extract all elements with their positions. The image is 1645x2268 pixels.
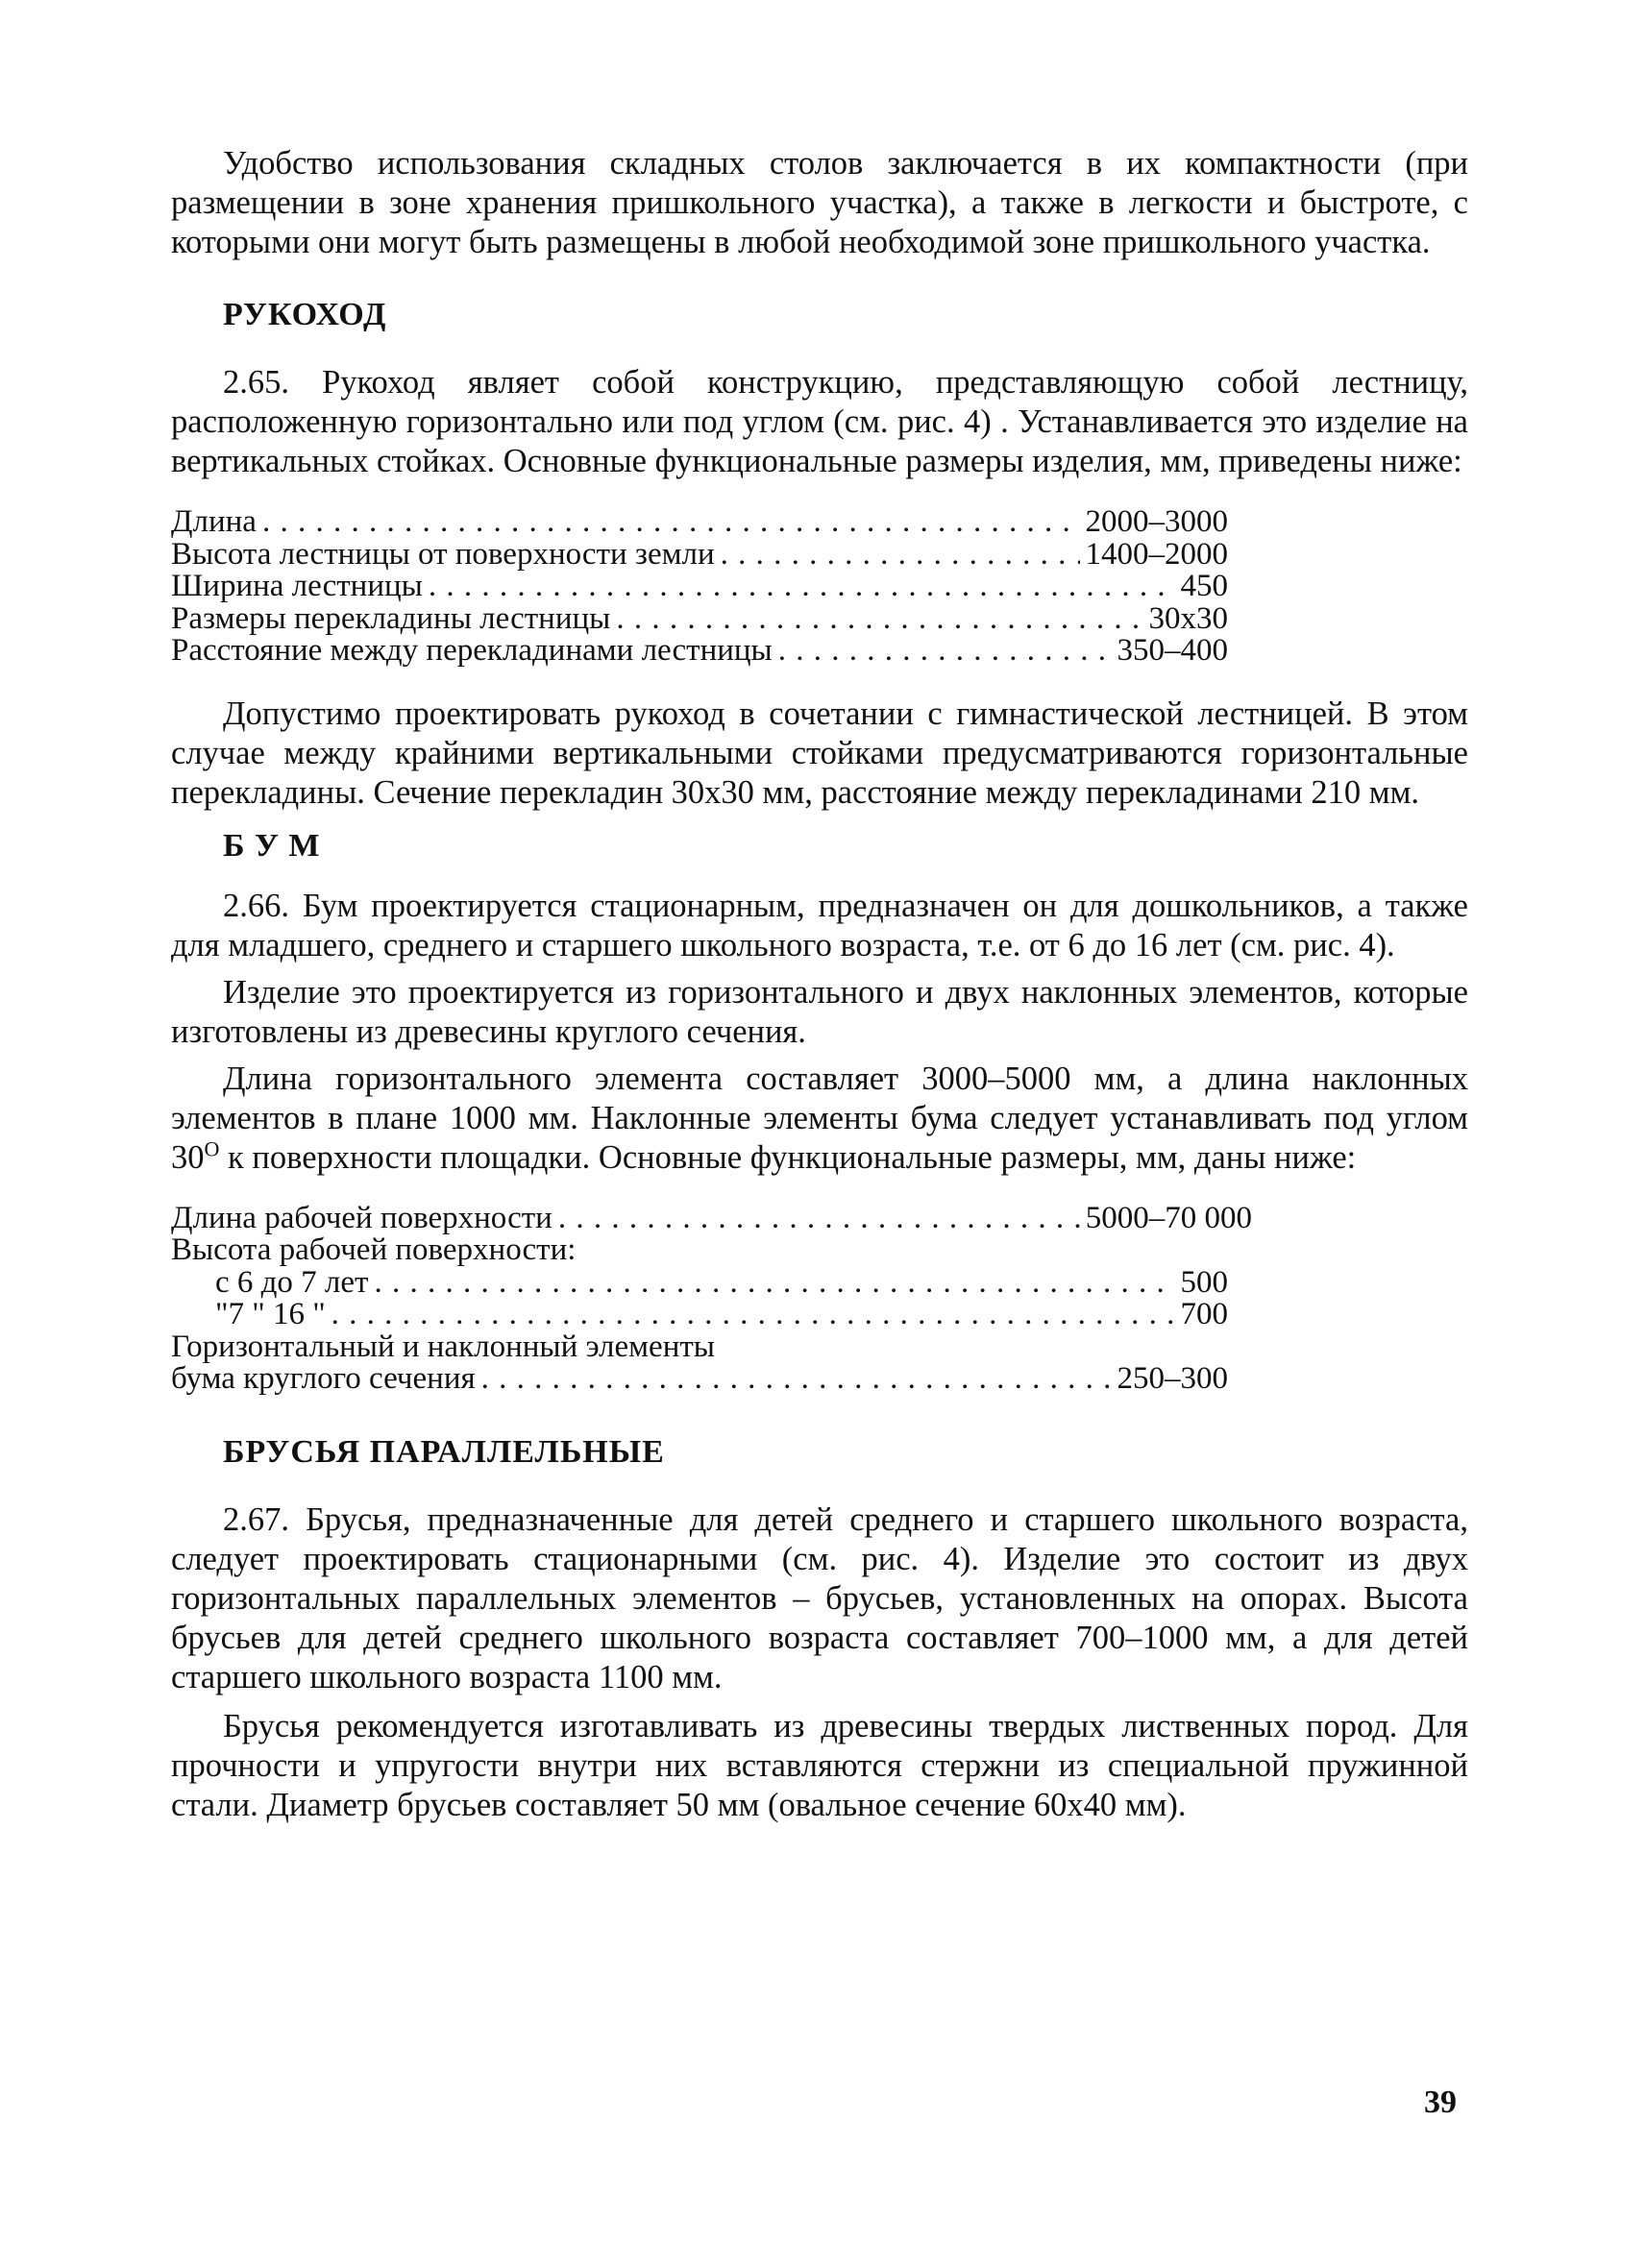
intro-paragraph: Удобство использования складных столов заключается в их компактности (при размещении в зоне хранения пришкольного участка), а также в легкости и быстроте, с которыми они могут быть размещены в любой необходимой зоне пришкольного участка. [171, 145, 1468, 260]
spec-group-label: Горизонтальный и наклонный элементы [171, 1329, 715, 1364]
spec-row [171, 1200, 1252, 1235]
leader-dots [374, 1267, 1174, 1300]
spec-row [171, 1264, 1228, 1300]
spec-label: Расстояние между перекладинами лестницы [171, 633, 773, 668]
spec-row [171, 1299, 1228, 1331]
spec-row [171, 571, 1228, 603]
paragraph-brusya-material: Брусья рекомендуется изготавливать из древесины твердых лиственных пород. Для прочности и упругости внутри них вставляются стержни из специальной пружинной стали. Диаметр брусьев составляет 50 мм (овальное сечение 60х40 мм). [171, 1707, 1468, 1823]
leader-dots [616, 603, 1142, 636]
paragraph-bum-lengths-part2: к поверхности площадки. Основные функциональные размеры, мм, даны ниже: [219, 1138, 1357, 1176]
leader-dots [262, 506, 1080, 539]
paragraph-bum-lengths [171, 1060, 1468, 1178]
spec-value: 450 [1180, 569, 1228, 603]
paragraph-bum-lengths-part1: Длина горизонтального элемента составляет 3000–5000 мм, а длина наклонных элементов в плане 1000 мм. Наклонные элементы бума следует устанавливать под углом 30 [171, 1060, 1468, 1176]
spec-value: 250–300 [1117, 1361, 1228, 1396]
leader-dots [778, 635, 1112, 668]
spec-group-label: Высота рабочей поверхности: [171, 1232, 577, 1267]
spec-label: бума круглого сечения [171, 1361, 476, 1396]
leader-dots [558, 1203, 1080, 1235]
spec-label: Высота лестницы от поверхности земли [171, 536, 715, 572]
page-number: 39 [1424, 2085, 1457, 2120]
paragraph-2-65: 2.65. Рукоход являет собой конструкцию, представляющую собой лестницу, расположенную горизонтально или под углом (см. рис. 4) . Устанавливается это изделие на вертикальных стойках. Основные функциональные размеры изделия, мм, приведены ниже: [171, 364, 1468, 479]
section-heading-brusya: БРУСЬЯ ПАРАЛЛЕЛЬНЫЕ [223, 1433, 665, 1470]
spec-label: с 6 до 7 лет [215, 1264, 369, 1300]
spec-row [171, 536, 1228, 572]
spec-value: 350–400 [1117, 633, 1228, 668]
paragraph-2-66: 2.66. Бум проектируется стационарным, предназначен он для дошкольников, а также для младшего, среднего и старшего школьного возраста, т.е. от 6 до 16 лет (см. рис. 4). [171, 887, 1468, 963]
page-content [171, 144, 1468, 1825]
spec-row [171, 635, 1228, 668]
leader-dots [429, 571, 1175, 603]
spec-label: Длина [171, 504, 257, 539]
spec-value: 2000–3000 [1085, 504, 1228, 539]
spec-value: 500 [1180, 1264, 1228, 1300]
spec-row [171, 600, 1228, 636]
section-heading-rukohod: РУКОХОД [223, 297, 387, 332]
spec-value: 5000–70 000 [1085, 1200, 1252, 1235]
section-heading-bum: Б У М [223, 827, 321, 864]
spec-value: 30x30 [1148, 600, 1228, 636]
spec-label: "7 " 16 " [215, 1297, 326, 1331]
leader-dots [721, 539, 1080, 572]
spec-label: Ширина лестницы [171, 569, 423, 603]
spec-list-bum [171, 1200, 1252, 1396]
spec-row [171, 1363, 1228, 1396]
spec-label: Размеры перекладины лестницы [171, 600, 611, 636]
spec-value: 700 [1180, 1297, 1228, 1331]
paragraph-rukohod-combination: Допустимо проектировать рукоход в сочетании с гимнастической лестницей. В этом случае между крайними вертикальными стойками предусматриваются горизонтальные перекладины. Сечение перекладин 30х30 мм, расстояние между перекладинами 210 мм. [171, 695, 1468, 811]
degree-sign: О [204, 1136, 220, 1160]
leader-dots [481, 1363, 1112, 1396]
spec-row [171, 506, 1228, 539]
spec-list-rukohod [171, 506, 1228, 668]
spec-value: 1400–2000 [1085, 536, 1228, 572]
spec-label: Длина рабочей поверхности [171, 1200, 552, 1235]
paragraph-bum-elements: Изделие это проектируется из горизонтального и двух наклонных элементов, которые изготовлены из древесины круглого сечения. [171, 973, 1468, 1050]
paragraph-2-67: 2.67. Брусья, предназначенные для детей среднего и старшего школьного возраста, следует проектировать стационарными (см. рис. 4). Изделие это состоит из двух горизонтальных параллельных элементов – брусьев, установленных на опорах. Высота брусьев для детей среднего школьного возраста составляет 700–1000 мм, а для детей старшего школьного возраста 1100 мм. [171, 1500, 1468, 1695]
leader-dots [331, 1299, 1175, 1331]
